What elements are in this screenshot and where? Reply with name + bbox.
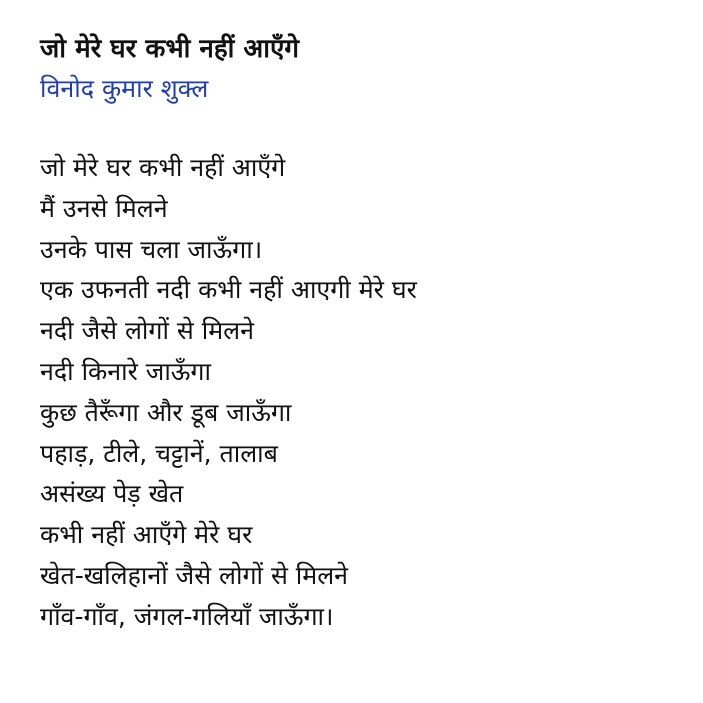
poem-line: गाँव-गाँव, जंगल-गलियाँ जाऊँगा। <box>40 601 334 631</box>
poem-line: पहाड़, टीले, चट्टानें, तालाब <box>40 438 278 468</box>
poem-title: जो मेरे घर कभी नहीं आएँगे <box>40 34 300 64</box>
poem-line: नदी जैसे लोगों से मिलने <box>40 316 254 346</box>
poem-line: असंख्य पेड़ खेत <box>40 479 184 509</box>
poem-line: एक उफनती नदी कभी नहीं आएगी मेरे घर <box>40 275 417 305</box>
poem-author: विनोद कुमार शुक्ल <box>40 74 209 103</box>
poem-body <box>40 148 667 638</box>
poem-line: नदी किनारे जाऊँगा <box>40 356 211 386</box>
poem-line: उनके पास चला जाऊँगा। <box>40 234 263 264</box>
poem-line: जो मेरे घर कभी नहीं आएँगे <box>40 153 286 182</box>
poem-line: कुछ तैरूँगा और डूब जाऊँगा <box>40 397 292 427</box>
poem-line: कभी नहीं आएँगे मेरे घर <box>40 520 253 550</box>
poem-line: मैं उनसे मिलने <box>40 193 168 223</box>
poem-line: खेत-खलिहानों जैसे लोगों से मिलने <box>40 560 349 590</box>
